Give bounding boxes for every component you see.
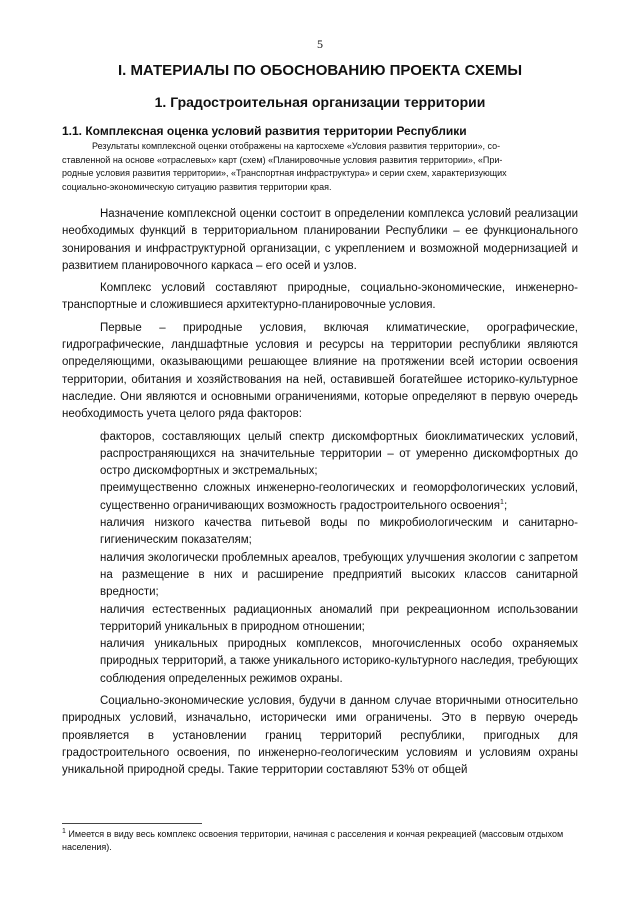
list-item-text: преимущественно сложных инженерно-геологических и геоморфологических условий, существенно ограничивающих возможность градостроительного освоения bbox=[100, 482, 578, 512]
footnote-divider bbox=[62, 823, 202, 824]
list-item bbox=[100, 480, 578, 515]
caption-line: ставленной на основе «отраслевых» карт (схем) «Планировочные условия развития территории», «При- bbox=[62, 154, 503, 165]
subsection-heading: 1.1. Комплексная оценка условий развития территории Республики bbox=[62, 124, 467, 138]
list-item-punct: ; bbox=[503, 499, 508, 512]
list-item: наличия низкого качества питьевой воды по микробиологическим и санитарно-гигиеническим показателям; bbox=[100, 517, 578, 547]
paragraph: Социально-экономические условия, будучи в данном случае вторичными относительно природных условий, изначально, исторически ими ограничены. Это в первую очередь проявляется в установлении границ территорий республики, пригодных для градостроительного освоения, по инженерно-геологическим условиям и условиям охраны уникальной природной среды. Такие территории составляют 53% от общей bbox=[62, 695, 578, 777]
caption-line: родные условия развития территории», «Транспортная инфраструктура» и серии схем, характеризующих bbox=[62, 168, 507, 178]
list-item: наличия уникальных природных комплексов, многочисленных особо охраняемых природных территорий, а также уникального историко-культурного наследия, требующих соблюдения определенных режимов охраны. bbox=[100, 638, 578, 685]
body-text bbox=[62, 206, 578, 785]
footnote-reference[interactable]: 1 bbox=[500, 498, 504, 506]
paragraph: Первые – природные условия, включая климатические, орографические, гидрографические, ландшафтные условия и ресурсы на территории республики являются определяющими, оказывающими решающее влияние на протяжении всей истории освоения территории, обитания и хозяйствования на ней, оставившей богатейшее историко-культурное наследие. Они являются и основными ограничениями, которые определяют в первую очередь необходимость учета целого ряда факторов: bbox=[62, 321, 578, 421]
list-item: факторов, составляющих целый спектр дискомфортных биоклиматических условий, распространяющихся на значительные территории – от умеренно дискомфортных до остро дискомфортных и экстремальных; bbox=[100, 430, 578, 478]
factor-list bbox=[62, 429, 578, 688]
paragraph: Назначение комплексной оценки состоит в определении комплекса условий реализации необходимых функций в территориальном планировании Республики – ее функционального зонирования и инфраструктурной организации, с укреплением и возможной модернизацией и развитием планировочного каркаса – его осей и узлов. bbox=[62, 208, 578, 272]
caption-line: Результаты комплексной оценки отображены на картосхеме «Условия развития территории», со- bbox=[92, 141, 501, 151]
chapter-heading: 1. Градостроительная организации территории bbox=[154, 94, 486, 110]
footnote bbox=[62, 828, 578, 854]
list-item: наличия естественных радиационных аномалий при рекреационном использовании территорий уникальных в природном отношении; bbox=[100, 603, 578, 633]
caption-note bbox=[62, 140, 578, 194]
footnote-marker: 1 bbox=[62, 828, 66, 835]
section-heading: I. МАТЕРИАЛЫ ПО ОБОСНОВАНИЮ ПРОЕКТА СХЕМЫ bbox=[117, 62, 523, 79]
footnote-text: Имеется в виду весь комплекс освоения территории, начиная с расселения и кончая рекреацией (массовым отдыхом населения). bbox=[62, 829, 564, 852]
paragraph: Комплекс условий составляют природные, социально-экономические, инженерно-транспортные и сложившиеся архитектурно-планировочные условия. bbox=[62, 282, 578, 312]
list-item: наличия экологически проблемных ареалов, требующих улучшения экологии с запретом на размещение в них и расширение предприятий высоких классов санитарной вредности; bbox=[100, 551, 578, 599]
caption-line: социально-экономическую ситуацию развития территории края. bbox=[62, 181, 332, 192]
page-number: 5 bbox=[317, 37, 323, 51]
